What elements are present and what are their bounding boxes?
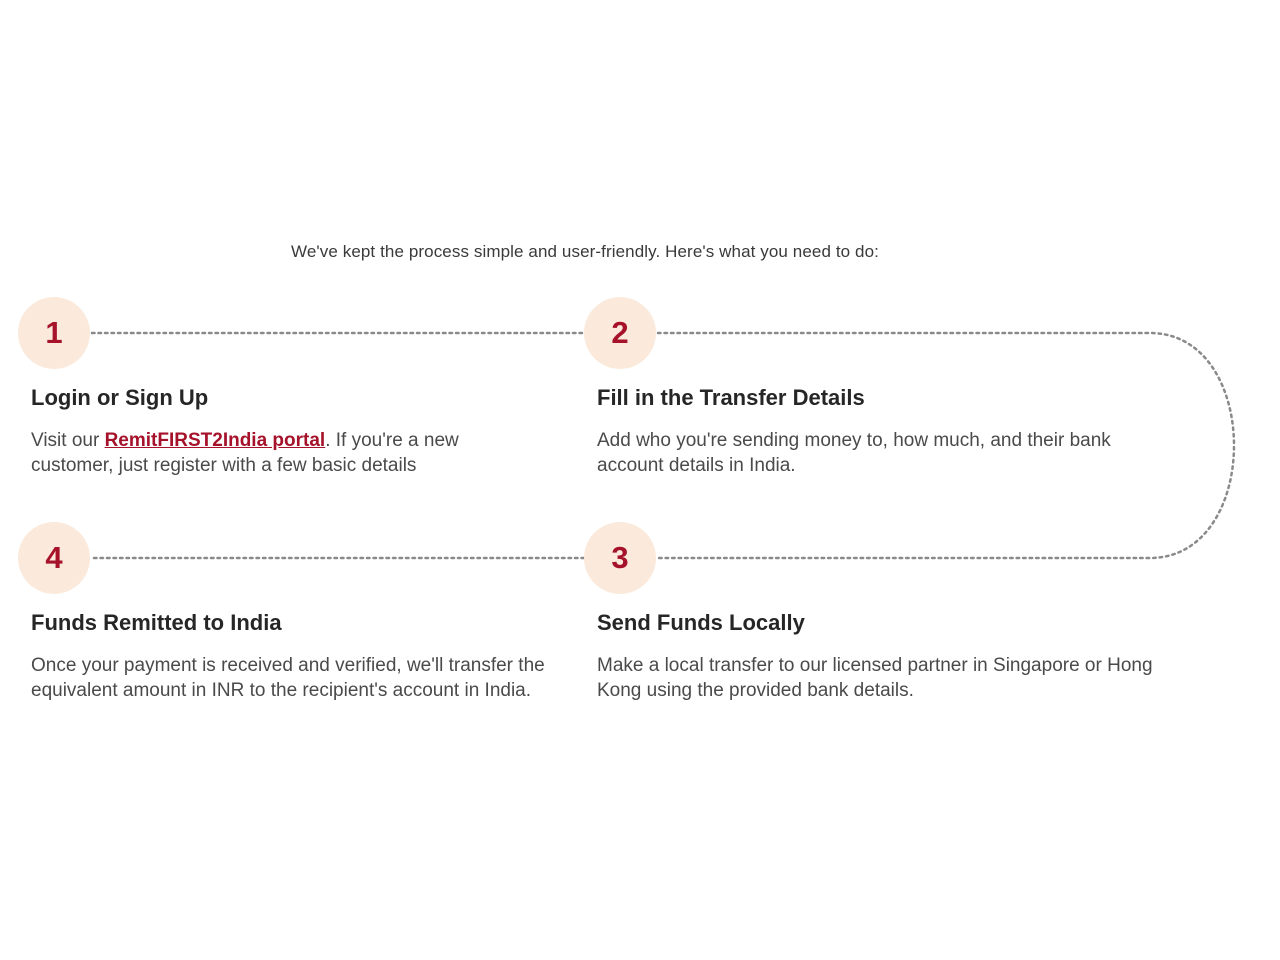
step-number-badge: 3 — [584, 522, 656, 594]
remitfirst2india-portal-link[interactable]: RemitFIRST2India portal — [104, 430, 326, 451]
step-title: Funds Remitted to India — [31, 610, 282, 635]
step-number-badge: 2 — [584, 297, 656, 369]
intro-text: We've kept the process simple and user-friendly. Here's what you need to do: — [291, 242, 879, 261]
step-description-text: Visit our — [31, 430, 105, 451]
step-title: Fill in the Transfer Details — [597, 385, 865, 410]
step-number-badge: 4 — [18, 522, 90, 594]
step-title: Login or Sign Up — [31, 385, 209, 410]
step-description: Once your payment is received and verified, we'll transfer the equivalent amount in INR to the recipient's account in India. — [31, 655, 545, 701]
step-description: Add who you're sending money to, how much, and their bank account details in India. — [597, 430, 1111, 476]
step-description: Make a local transfer to our licensed partner in Singapore or Hong Kong using the provided bank details. — [597, 655, 1153, 701]
step-description-text: . If you're a new customer, just register with a few basic details — [31, 430, 459, 476]
step-title: Send Funds Locally — [597, 610, 805, 635]
step-description — [31, 428, 501, 478]
step-number-badge: 1 — [18, 297, 90, 369]
